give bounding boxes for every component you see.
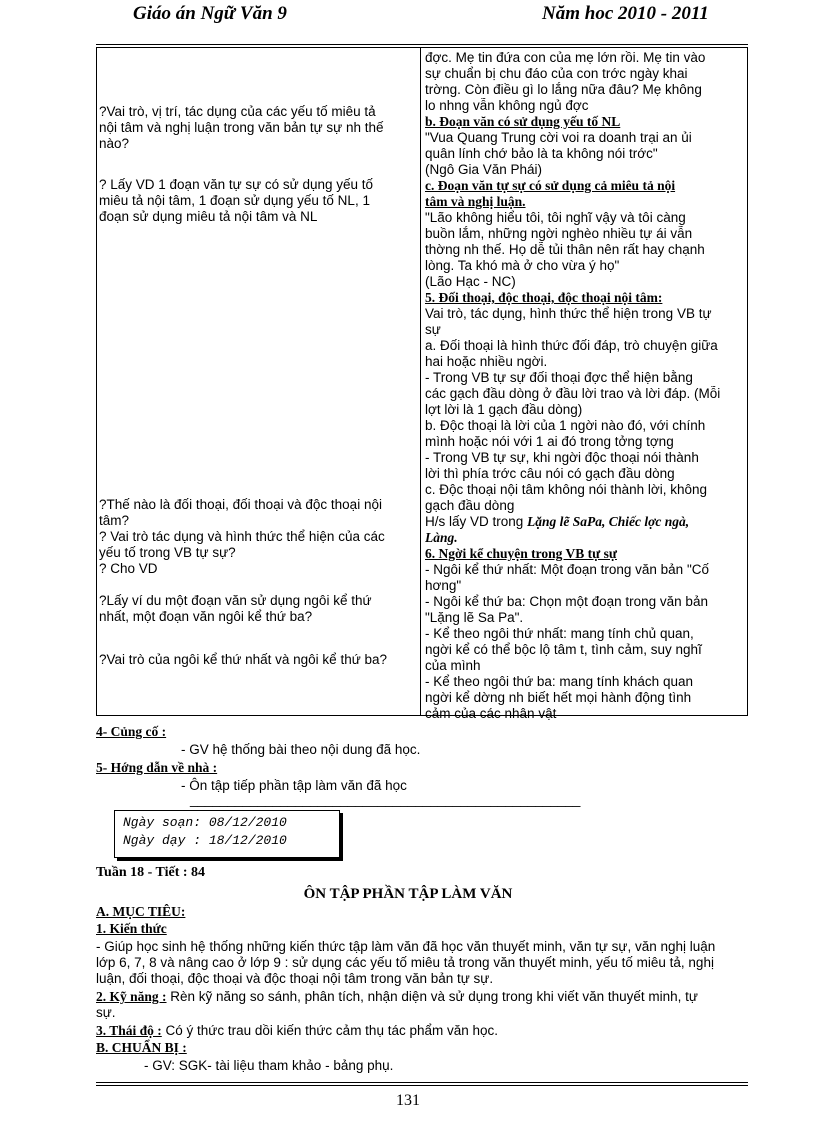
section-4-text: - GV hệ thống bài theo nội dung đã học. bbox=[181, 742, 421, 757]
knowledge-heading: 1. Kiến thức bbox=[96, 921, 167, 936]
header-rule bbox=[96, 44, 748, 45]
table-column-separator bbox=[420, 48, 421, 715]
attitude-line: 3. Thái độ : Có ý thức trau dồi kiến thức cảm thụ tác phẩm văn học. bbox=[96, 1023, 499, 1038]
question-3: ?Thế nào là đối thoại, đối thoại và độc thoại nội tâm? ? Vai trò tác dụng và hình thức thể hiện của các yếu tố trong VB tự sự? ? Cho VD bbox=[99, 497, 385, 576]
date-box bbox=[114, 810, 340, 858]
question-1: ?Vai trò, vị trí, tác dụng của các yếu tố miêu tả nội tâm và nghị luận trong văn bản tự sự nh thế nào? bbox=[99, 104, 384, 151]
section-5-text: - Ôn tập tiếp phần tập làm văn đã học bbox=[181, 778, 407, 793]
section-5-heading: 5. Đối thoại, độc thoại, độc thoại nội tâm: bbox=[425, 290, 663, 305]
skills-line: 2. Kỹ năng : Rèn kỹ năng so sánh, phân tích, nhận diện và sử dụng trong khi viết văn thuyết minh, tự bbox=[96, 989, 698, 1004]
preparation-text: - GV: SGK- tài liệu tham khảo - bảng phụ. bbox=[144, 1058, 394, 1073]
question-2: ? Lấy VD 1 đoạn văn tự sự có sử dụng yếu tố miêu tả nội tâm, 1 đoạn sử dụng yếu tố NL, 1 đoạn sử dụng miêu tả nội tâm và NL bbox=[99, 177, 374, 224]
section-4-heading: 4- Củng cố : bbox=[96, 724, 167, 739]
lesson-title: ÔN TẬP PHẦN TẬP LÀM VĂN bbox=[303, 886, 513, 902]
plan-date: Ngày soạn: 08/12/2010 bbox=[123, 815, 287, 830]
header-left-title: Giáo án Ngữ Văn 9 bbox=[133, 3, 287, 24]
section-b-heading: b. Đoạn văn có sử dụng yếu tố NL bbox=[425, 114, 621, 129]
answer-column: đợc. Mẹ tin đứa con của mẹ lớn rồi. Mẹ tin vào sự chuẩn bị chu đáo của con trớc ngày khai trờng. Còn điều gì lo lắng nữa đâu? Mẹ không lo nhng vẫn không ngủ đợc b. Đoạn văn có sử dụng yếu tố NL "Vua Quang Trung cời voi ra doanh trại an ủi quân lính chớ bảo là ta không nói trớc" (Ngô Gia Văn Phái) c. Đoạn văn tự sự có sử dụng cả miêu tả nội tâm và nghị luận. "Lão không hiểu tôi, tôi nghĩ vậy và tôi càng buồn lắm, những ngời nghèo nhiều tự ái vẫn thờng nh thế. Họ dễ tủi thân nên rất hay chạnh lòng. Ta khó mà ở cho vừa ý họ" (Lão Hạc - NC) 5. Đối thoại, độc thoại, độc thoại nội tâm: Vai trò, tác dụng, hình thức thể hiện trong VB tự sự a. Đối thoại là hình thức đối đáp, trò chuyện giữa hai hoặc nhiều ngời. - Trong VB tự sự đối thoại đợc thể hiện bằng các gạch đầu dòng ở đầu lời trao và lời đáp. (Mỗi lợt lời là 1 gạch đầu dòng) b. Độc thoại là lời của 1 ngời nào đó, với chính mình hoặc nói với 1 ai đó trong tởng tợng - Trong VB tự sự, khi ngời độc thoại nói thành lời thì phía trớc câu nói có gạch đầu dòng c. Độc thoại nội tâm không nói thành lời, không gạch đầu dòng H/s lấy VD trong Lặng lẽ SaPa, Chiếc lợc ngà, Làng. 6. Ngời kể chuyện trong VB tự sự - Ngôi kể thứ nhất: Một đoạn trong văn bản "Cố hơng" - Ngôi kể thứ ba: Chọn một đoạn trong văn bản "Lặng lẽ Sa Pa". - Kể theo ngôi thứ nhất: mang tính chủ quan, ngời kể có thể bộc lộ tâm t, tình cảm, suy nghĩ của mình - Kể theo ngôi thứ ba: mang tính khách quan ngời kể dờng nh biết hết mọi hành động tình cảm của các nhân vật bbox=[425, 50, 745, 722]
footer-rule-2 bbox=[96, 1085, 748, 1086]
week-label: Tuần 18 - Tiết : 84 bbox=[96, 865, 206, 880]
header-right-title: Năm hoc 2010 - 2011 bbox=[542, 3, 709, 24]
question-5: ?Vai trò của ngôi kể thứ nhất và ngôi kể thứ ba? bbox=[99, 652, 388, 667]
example-line: H/s lấy VD trong Lặng lẽ SaPa, Chiếc lợc ngà, bbox=[425, 514, 690, 529]
skills-line-2: sự. bbox=[96, 1005, 116, 1020]
separator-line: ____________________________________________________ bbox=[190, 792, 581, 807]
preparation-heading: B. CHUẨN BỊ : bbox=[96, 1040, 187, 1055]
section-6-heading: 6. Ngời kể chuyện trong VB tự sự bbox=[425, 546, 617, 561]
question-4: ?Lấy ví du một đoạn văn sử dụng ngôi kể thứ nhất, một đoạn văn ngôi kể thứ ba? bbox=[99, 593, 372, 624]
knowledge-text: - Giúp học sinh hệ thống những kiến thức tập làm văn đã học văn thuyết minh, văn tự sự, văn nghị luận lớp 6, 7, 8 và nâng cao ở lớp 9 : sử dụng các yếu tố miêu tả trong văn thuyết minh, yếu tố miêu tả, nghị luận, đối thoại, độc thoại và độc thoại nội tâm trong văn bản tự sự. bbox=[96, 939, 716, 986]
section-c-heading: c. Đoạn văn tự sự có sử dụng cả miêu tả nội bbox=[425, 178, 676, 193]
footer-rule bbox=[96, 1082, 748, 1083]
teach-date: Ngày dạy : 18/12/2010 bbox=[123, 833, 287, 848]
lesson-table bbox=[96, 48, 748, 721]
objectives-heading: A. MỤC TIÊU: bbox=[96, 904, 186, 919]
section-5-heading: 5- Hớng dẫn về nhà : bbox=[96, 760, 218, 775]
page-number: 131 bbox=[396, 1092, 420, 1109]
